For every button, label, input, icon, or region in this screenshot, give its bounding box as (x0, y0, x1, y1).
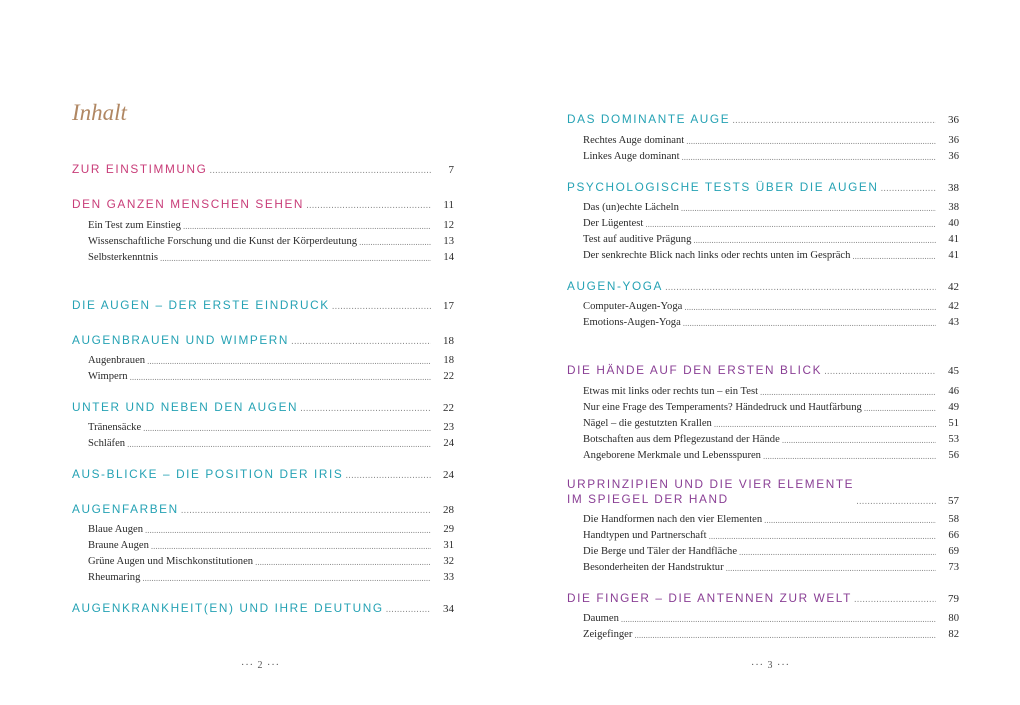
toc-entry[interactable] (583, 250, 959, 261)
toc-chapter-title: DIE AUGEN – DER ERSTE EINDRUCK (72, 298, 330, 312)
toc-chapter-title: AUGENKRANKHEIT(EN) UND IHRE DEUTUNG (72, 601, 384, 615)
toc-entry[interactable] (583, 514, 959, 525)
toc-page-number: 22 (443, 371, 454, 382)
toc-chapter[interactable] (72, 502, 454, 516)
toc-chapter[interactable] (72, 601, 454, 615)
toc-entry[interactable] (88, 572, 454, 583)
toc-chapter-title: DEN GANZEN MENSCHEN SEHEN (72, 197, 305, 211)
toc-leader (739, 548, 936, 557)
toc-leader (145, 526, 431, 535)
toc-page-number: 29 (443, 524, 454, 535)
toc-entry[interactable] (88, 524, 454, 535)
toc-chapter-title: AUGENBRAUEN UND WIMPERN (72, 333, 290, 347)
toc-leader (621, 615, 936, 624)
toc-entry[interactable] (88, 355, 454, 366)
toc-entry[interactable] (583, 135, 959, 146)
toc-leader (726, 564, 936, 573)
toc-entry-title: Zeigefinger (583, 629, 633, 640)
toc-leader (852, 252, 936, 261)
toc-entry-title: Handtypen und Partnerschaft (583, 530, 707, 541)
toc-page-number: 58 (948, 514, 959, 525)
toc-page-number: 7 (448, 164, 454, 176)
toc-entry[interactable] (583, 546, 959, 557)
toc-chapter[interactable] (72, 467, 454, 481)
toc-leader (709, 532, 936, 541)
page-number-right: ··· 3 ··· (751, 660, 790, 671)
toc-chapter[interactable] (72, 162, 454, 176)
toc-entry[interactable] (583, 629, 959, 640)
toc-leader (686, 137, 936, 146)
toc-page-number: 36 (948, 135, 959, 146)
toc-entry[interactable] (583, 317, 959, 328)
toc-entry-title: Wimpern (88, 371, 128, 382)
toc-chapter-title: ZUR EINSTIMMUNG (72, 162, 208, 176)
toc-entry[interactable] (583, 218, 959, 229)
toc-entry[interactable] (88, 422, 454, 433)
toc-entry[interactable] (88, 556, 454, 567)
toc-entry-title: Schläfen (88, 438, 126, 449)
toc-leader (714, 420, 936, 429)
toc-leader (147, 357, 431, 366)
toc-page-number: 46 (948, 386, 959, 397)
toc-leader (764, 516, 936, 525)
toc-entry[interactable] (583, 434, 959, 445)
toc-entry-title: Tränensäcke (88, 422, 142, 433)
toc-page-number: 28 (443, 504, 454, 516)
toc-page-number: 41 (948, 234, 959, 245)
toc-leader (782, 436, 936, 445)
toc-entry-title: Grüne Augen und Mischkonstitutionen (88, 556, 254, 567)
toc-page-number: 41 (948, 250, 959, 261)
toc-leader (151, 542, 431, 551)
toc-page-number: 34 (443, 603, 454, 615)
toc-chapter[interactable] (72, 333, 454, 347)
toc-page-number: 17 (443, 300, 454, 312)
toc-leader (693, 236, 936, 245)
toc-entry[interactable] (88, 252, 454, 263)
toc-page-number: 43 (948, 317, 959, 328)
toc-page-number: 51 (948, 418, 959, 429)
toc-entry-title: Daumen (583, 613, 619, 624)
toc-leader (864, 404, 936, 413)
toc-chapter[interactable] (72, 298, 454, 312)
toc-leader (345, 471, 431, 481)
toc-entry[interactable] (583, 151, 959, 162)
toc-entry-title: Der senkrechte Blick nach links oder rechts unten im Gespräch (583, 250, 851, 261)
toc-entry-title: Etwas mit links oder rechts tun – ein Test (583, 386, 759, 397)
toc-chapter[interactable] (567, 279, 959, 293)
toc-page-number: 23 (443, 422, 454, 433)
toc-page-number: 13 (443, 236, 454, 247)
toc-entry[interactable] (583, 450, 959, 461)
toc-page-number: 24 (443, 438, 454, 449)
toc-leader (682, 153, 936, 162)
toc-entry-title: Braune Augen (88, 540, 149, 551)
toc-page-number: 33 (443, 572, 454, 583)
toc-page-number: 14 (443, 252, 454, 263)
page-number-left: ··· 2 ··· (241, 660, 280, 671)
toc-page-number: 38 (948, 202, 959, 213)
toc-entry[interactable] (583, 202, 959, 213)
toc-page-number: 24 (443, 469, 454, 481)
toc-leader (183, 222, 431, 231)
toc-page-number: 36 (948, 151, 959, 162)
toc-leader (291, 337, 431, 347)
toc-page-number: 12 (443, 220, 454, 231)
toc-page-number: 66 (948, 530, 959, 541)
toc-entry-title: Angeborene Merkmale und Lebensspuren (583, 450, 761, 461)
toc-entry-title: Besonderheiten der Handstruktur (583, 562, 724, 573)
toc-chapter-title: AUGEN-YOGA (567, 279, 663, 293)
toc-entry[interactable] (88, 220, 454, 231)
toc-chapter[interactable] (567, 477, 959, 507)
toc-page-number: 18 (443, 355, 454, 366)
toc-entry-title: Blaue Augen (88, 524, 144, 535)
toc-entry-title: Der Lügentest (583, 218, 644, 229)
toc-entry[interactable] (583, 613, 959, 624)
toc-leader (760, 388, 936, 397)
toc-leader (824, 367, 936, 377)
toc-entry[interactable] (583, 301, 959, 312)
toc-leader (255, 558, 431, 567)
toc-chapter-title: DIE FINGER – DIE ANTENNEN ZUR WELT (567, 591, 852, 605)
toc-chapter-title: DAS DOMINANTE AUGE (567, 112, 731, 126)
toc-page-number: 36 (948, 114, 959, 126)
toc-entry-title: Rheumaring (88, 572, 141, 583)
toc-entry-title: Das (un)echte Lächeln (583, 202, 679, 213)
toc-leader (143, 424, 431, 433)
toc-leader (127, 440, 431, 449)
toc-chapter[interactable] (72, 400, 454, 414)
toc-leader (181, 506, 431, 516)
toc-leader (306, 201, 431, 211)
toc-leader (683, 319, 936, 328)
toc-entry[interactable] (88, 540, 454, 551)
toc-page-number: 56 (948, 450, 959, 461)
toc-leader (645, 220, 936, 229)
toc-leader (681, 204, 936, 213)
toc-entry-title: Augenbrauen (88, 355, 146, 366)
toc-leader (160, 254, 431, 263)
toc-entry-title: Rechtes Auge dominant (583, 135, 685, 146)
toc-entry[interactable] (88, 438, 454, 449)
toc-entry-title: Die Berge und Täler der Handfläche (583, 546, 738, 557)
toc-entry[interactable] (583, 530, 959, 541)
toc-chapter-title: AUS-BLICKE – DIE POSITION DER IRIS (72, 467, 344, 481)
toc-chapter[interactable] (567, 112, 959, 126)
toc-entry-title: Emotions-Augen-Yoga (583, 317, 681, 328)
toc-leader (763, 452, 936, 461)
toc-page-number: 57 (948, 495, 959, 507)
toc-entry-title: Nägel – die gestutzten Krallen (583, 418, 712, 429)
right-page (510, 0, 1020, 705)
toc-entry[interactable] (88, 371, 454, 382)
toc-chapter[interactable] (567, 591, 959, 605)
toc-entry-title: Nur eine Frage des Temperaments? Händedruck und Hautfärbung (583, 402, 862, 413)
toc-chapter-title-line2: IM SPIEGEL DER HAND (567, 492, 729, 506)
toc-leader (880, 184, 936, 194)
toc-page-number: 79 (948, 593, 959, 605)
toc-entry-title: Selbsterkenntnis (88, 252, 159, 263)
toc-page-number: 31 (443, 540, 454, 551)
toc-leader (665, 283, 936, 293)
toc-chapter-title: PSYCHOLOGISCHE TESTS ÜBER DIE AUGEN (567, 180, 879, 194)
toc-page-number: 53 (948, 434, 959, 445)
toc-entry[interactable] (583, 562, 959, 573)
toc-entry[interactable] (583, 402, 959, 413)
toc-page-number: 40 (948, 218, 959, 229)
toc-page-number: 38 (948, 182, 959, 194)
toc-chapter-title: UNTER UND NEBEN DEN AUGEN (72, 400, 299, 414)
toc-chapter[interactable] (567, 180, 959, 194)
toc-leader (634, 631, 936, 640)
toc-page-number: 11 (443, 199, 454, 211)
toc-page-number: 18 (443, 335, 454, 347)
toc-chapter[interactable] (567, 363, 959, 377)
toc-page-number: 69 (948, 546, 959, 557)
toc-entry[interactable] (583, 386, 959, 397)
toc-entry-title: Test auf auditive Prägung (583, 234, 692, 245)
toc-chapter-title (567, 477, 854, 507)
toc-entry[interactable] (88, 236, 454, 247)
toc-entry-title: Linkes Auge dominant (583, 151, 680, 162)
toc-entry[interactable] (583, 234, 959, 245)
toc-leader (854, 595, 936, 605)
toc-leader (732, 116, 936, 126)
toc-chapter-title-line1: URPRINZIPIEN UND DIE VIER ELEMENTE (567, 477, 855, 491)
toc-page-number: 82 (948, 629, 959, 640)
page-title: Inhalt (72, 100, 127, 125)
toc-leader (332, 302, 431, 312)
toc-page-number: 42 (948, 301, 959, 312)
toc-entry-title: Botschaften aus dem Pflegezustand der Hände (583, 434, 780, 445)
toc-chapter-title: DIE HÄNDE AUF DEN ERSTEN BLICK (567, 363, 823, 377)
toc-leader (386, 605, 431, 615)
toc-leader (130, 373, 431, 382)
toc-page-number: 73 (948, 562, 959, 573)
toc-leader (142, 574, 431, 583)
toc-page-number: 22 (443, 402, 454, 414)
toc-page-number: 45 (948, 365, 959, 377)
toc-entry-title: Ein Test zum Einstieg (88, 220, 181, 231)
toc-entry-title: Wissenschaftliche Forschung und die Kunst der Körperdeutung (88, 236, 358, 247)
toc-chapter[interactable] (72, 197, 454, 211)
toc-page-number: 42 (948, 281, 959, 293)
toc-leader (684, 303, 936, 312)
toc-leader (856, 497, 936, 507)
toc-entry-title: Die Handformen nach den vier Elementen (583, 514, 763, 525)
toc-leader (300, 404, 431, 414)
toc-page-number: 32 (443, 556, 454, 567)
toc-leader (209, 166, 431, 176)
toc-chapter-title: AUGENFARBEN (72, 502, 179, 516)
toc-page-number: 49 (948, 402, 959, 413)
toc-leader (359, 238, 431, 247)
toc-entry-title: Computer-Augen-Yoga (583, 301, 683, 312)
toc-page-number: 80 (948, 613, 959, 624)
toc-entry[interactable] (583, 418, 959, 429)
